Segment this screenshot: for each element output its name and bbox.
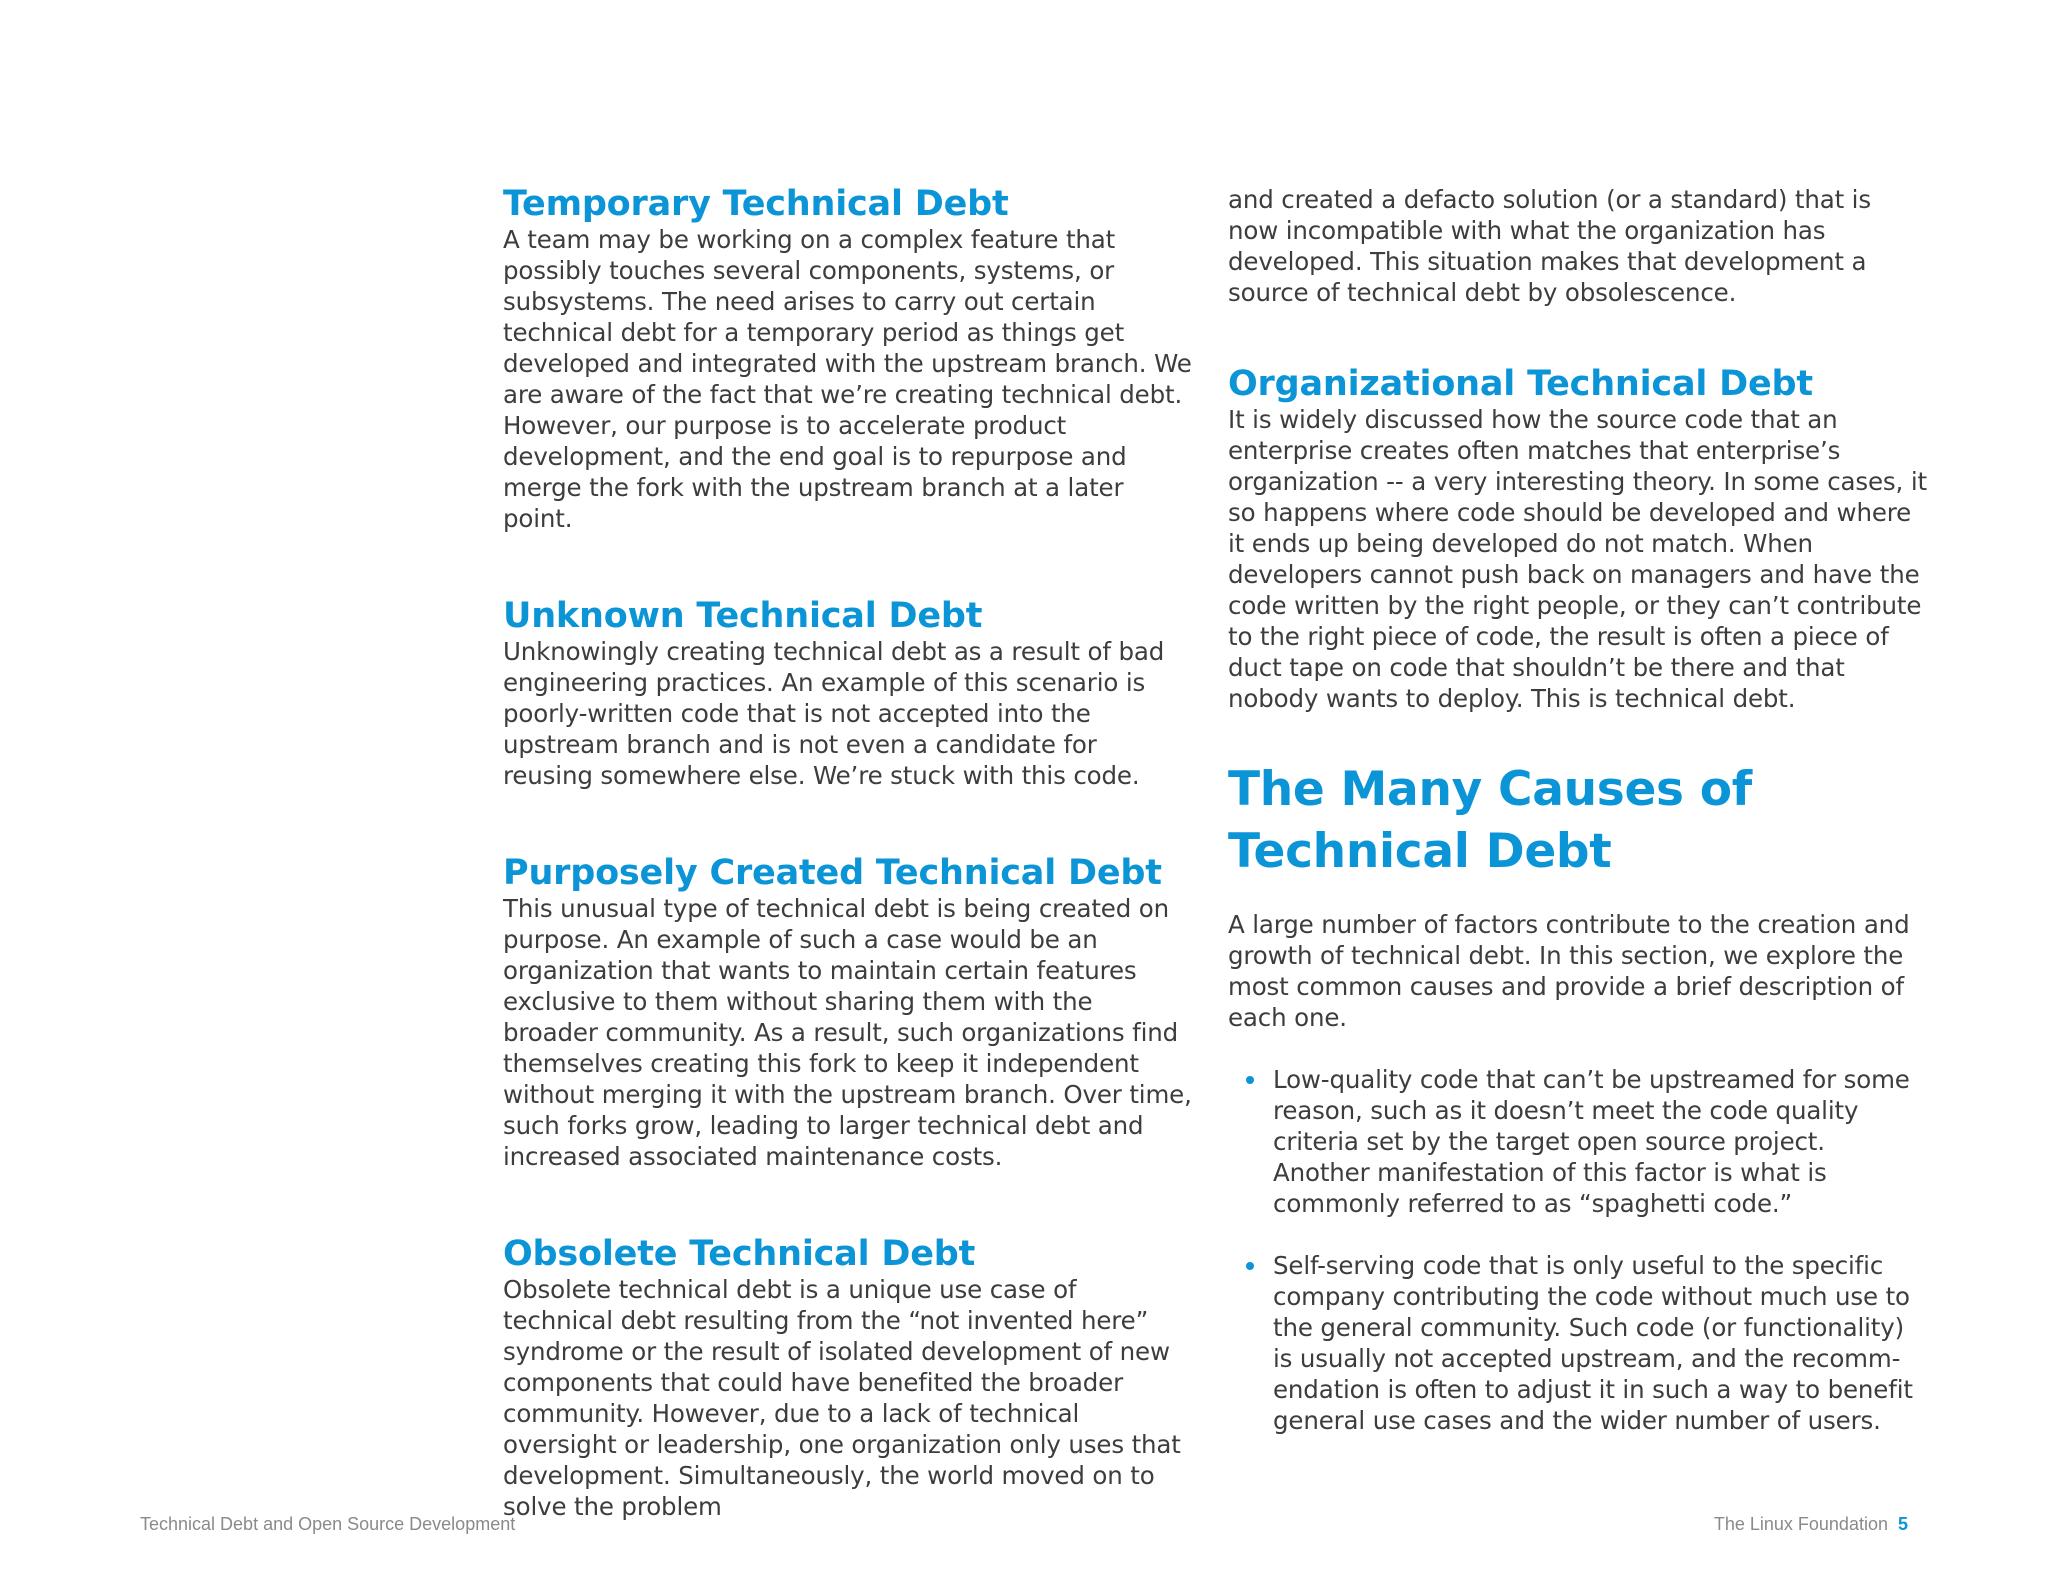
page-number: 5 — [1897, 1514, 1908, 1534]
footer-document-title: Technical Debt and Open Source Development — [140, 1514, 516, 1534]
section-many-causes — [1228, 759, 1928, 1436]
bullet-dot-icon — [1246, 1262, 1254, 1270]
bullet-text: Self-serving code that is only useful to the specific company contributing the code without much use to the general community. Such code (or functionality) is usually not accepted upstream, and the recomm- endation is often to adjust it in such a way to benefit general use cases and the wider number of users. — [1273, 1251, 1913, 1435]
list-item — [1228, 1250, 1928, 1436]
heading-purposely-created-technical-debt: Purposely Created Technical Debt — [503, 853, 1162, 893]
heading-many-causes — [1228, 759, 1928, 883]
left-column — [503, 184, 1193, 1522]
footer-organization: The Linux Foundation — [1713, 1514, 1888, 1534]
heading-obsolete-technical-debt: Obsolete Technical Debt — [503, 1234, 976, 1274]
heading-organizational-technical-debt: Organizational Technical Debt — [1228, 364, 1813, 404]
section-obsolete-continued — [1228, 184, 1928, 308]
list-item — [1228, 1064, 1928, 1219]
section-organizational-technical-debt — [1228, 364, 1928, 714]
heading-unknown-technical-debt: Unknown Technical Debt — [503, 596, 983, 636]
section-temporary-technical-debt — [503, 184, 1193, 534]
paragraph-many-causes-intro: A large number of factors contribute to the creation and growth of technical debt. In this section, we explore the most common causes and provide a brief description of each one. — [1228, 910, 1910, 1032]
heading-temporary-technical-debt: Temporary Technical Debt — [503, 184, 1009, 224]
paragraph-purposely-created-technical-debt: This unusual type of technical debt is being created on purpose. An example of such a case would be an organization that wants to maintain certain features exclusive to them without sharing them with the broader community. As a result, such organizations find themselves creating this fork to keep it independent without merging it with the upstream branch. Over time, such forks grow, leading to larger technical debt and increased associated maintenance costs. — [503, 894, 1192, 1171]
bullet-text: Low-quality code that can’t be upstreamed for some reason, such as it doesn’t meet the code quality criteria set by the target open source project. Another manifestation of this factor is what is commonly referred to as “spaghetti code.” — [1273, 1065, 1910, 1218]
heading-many-causes-line2: Technical Debt — [1228, 824, 1612, 879]
paragraph-obsolete-technical-debt: Obsolete technical debt is a unique use case of technical debt resulting from the “not invented here” syndrome or the result of isolated development of new components that could have benefited the broader community. However, due to a lack of technical oversight or leadership, one organization only uses that development. Simultaneously, the world moved on to solve the problem — [503, 1275, 1181, 1521]
paragraph-organizational-technical-debt: It is widely discussed how the source code that an enterprise creates often matches that enterprise’s organization -- a very interesting theory. In some cases, it so happens where code should be developed and where it ends up being developed do not match. When developers cannot push back on managers and have the code written by the right people, or they can’t contribute to the right piece of code, the result is often a piece of duct tape on code that shouldn’t be there and that nobody wants to deploy. This is technical debt. — [1228, 405, 1927, 713]
paragraph-obsolete-continued: and created a defacto solution (or a standard) that is now incompatible with what the organization has developed. This situation makes that development a source of technical debt by obsolescence. — [1228, 185, 1871, 307]
section-unknown-technical-debt — [503, 596, 1193, 791]
paragraph-unknown-technical-debt: Unknowingly creating technical debt as a result of bad engineering practices. An example of this scenario is poorly-written code that is not accepted into the upstream branch and is not even a candidate for reusing somewhere else. We’re stuck with this code. — [503, 637, 1165, 790]
heading-many-causes-line1: The Many Causes of — [1228, 762, 1752, 817]
causes-bullet-list — [1228, 1064, 1928, 1436]
footer-right — [1714, 1514, 1908, 1535]
section-purposely-created-technical-debt — [503, 853, 1193, 1172]
bullet-dot-icon — [1246, 1076, 1254, 1084]
paragraph-temporary-technical-debt: A team may be working on a complex feature that possibly touches several components, systems, or subsystems. The need arises to carry out certain technical debt for a temporary period as things get developed and integrated with the upstream branch. We are aware of the fact that we’re creating technical debt. However, our purpose is to accelerate product development, and the end goal is to repurpose and merge the fork with the upstream branch at a later point. — [503, 225, 1192, 533]
right-column — [1228, 184, 1928, 1467]
section-obsolete-technical-debt — [503, 1234, 1193, 1522]
